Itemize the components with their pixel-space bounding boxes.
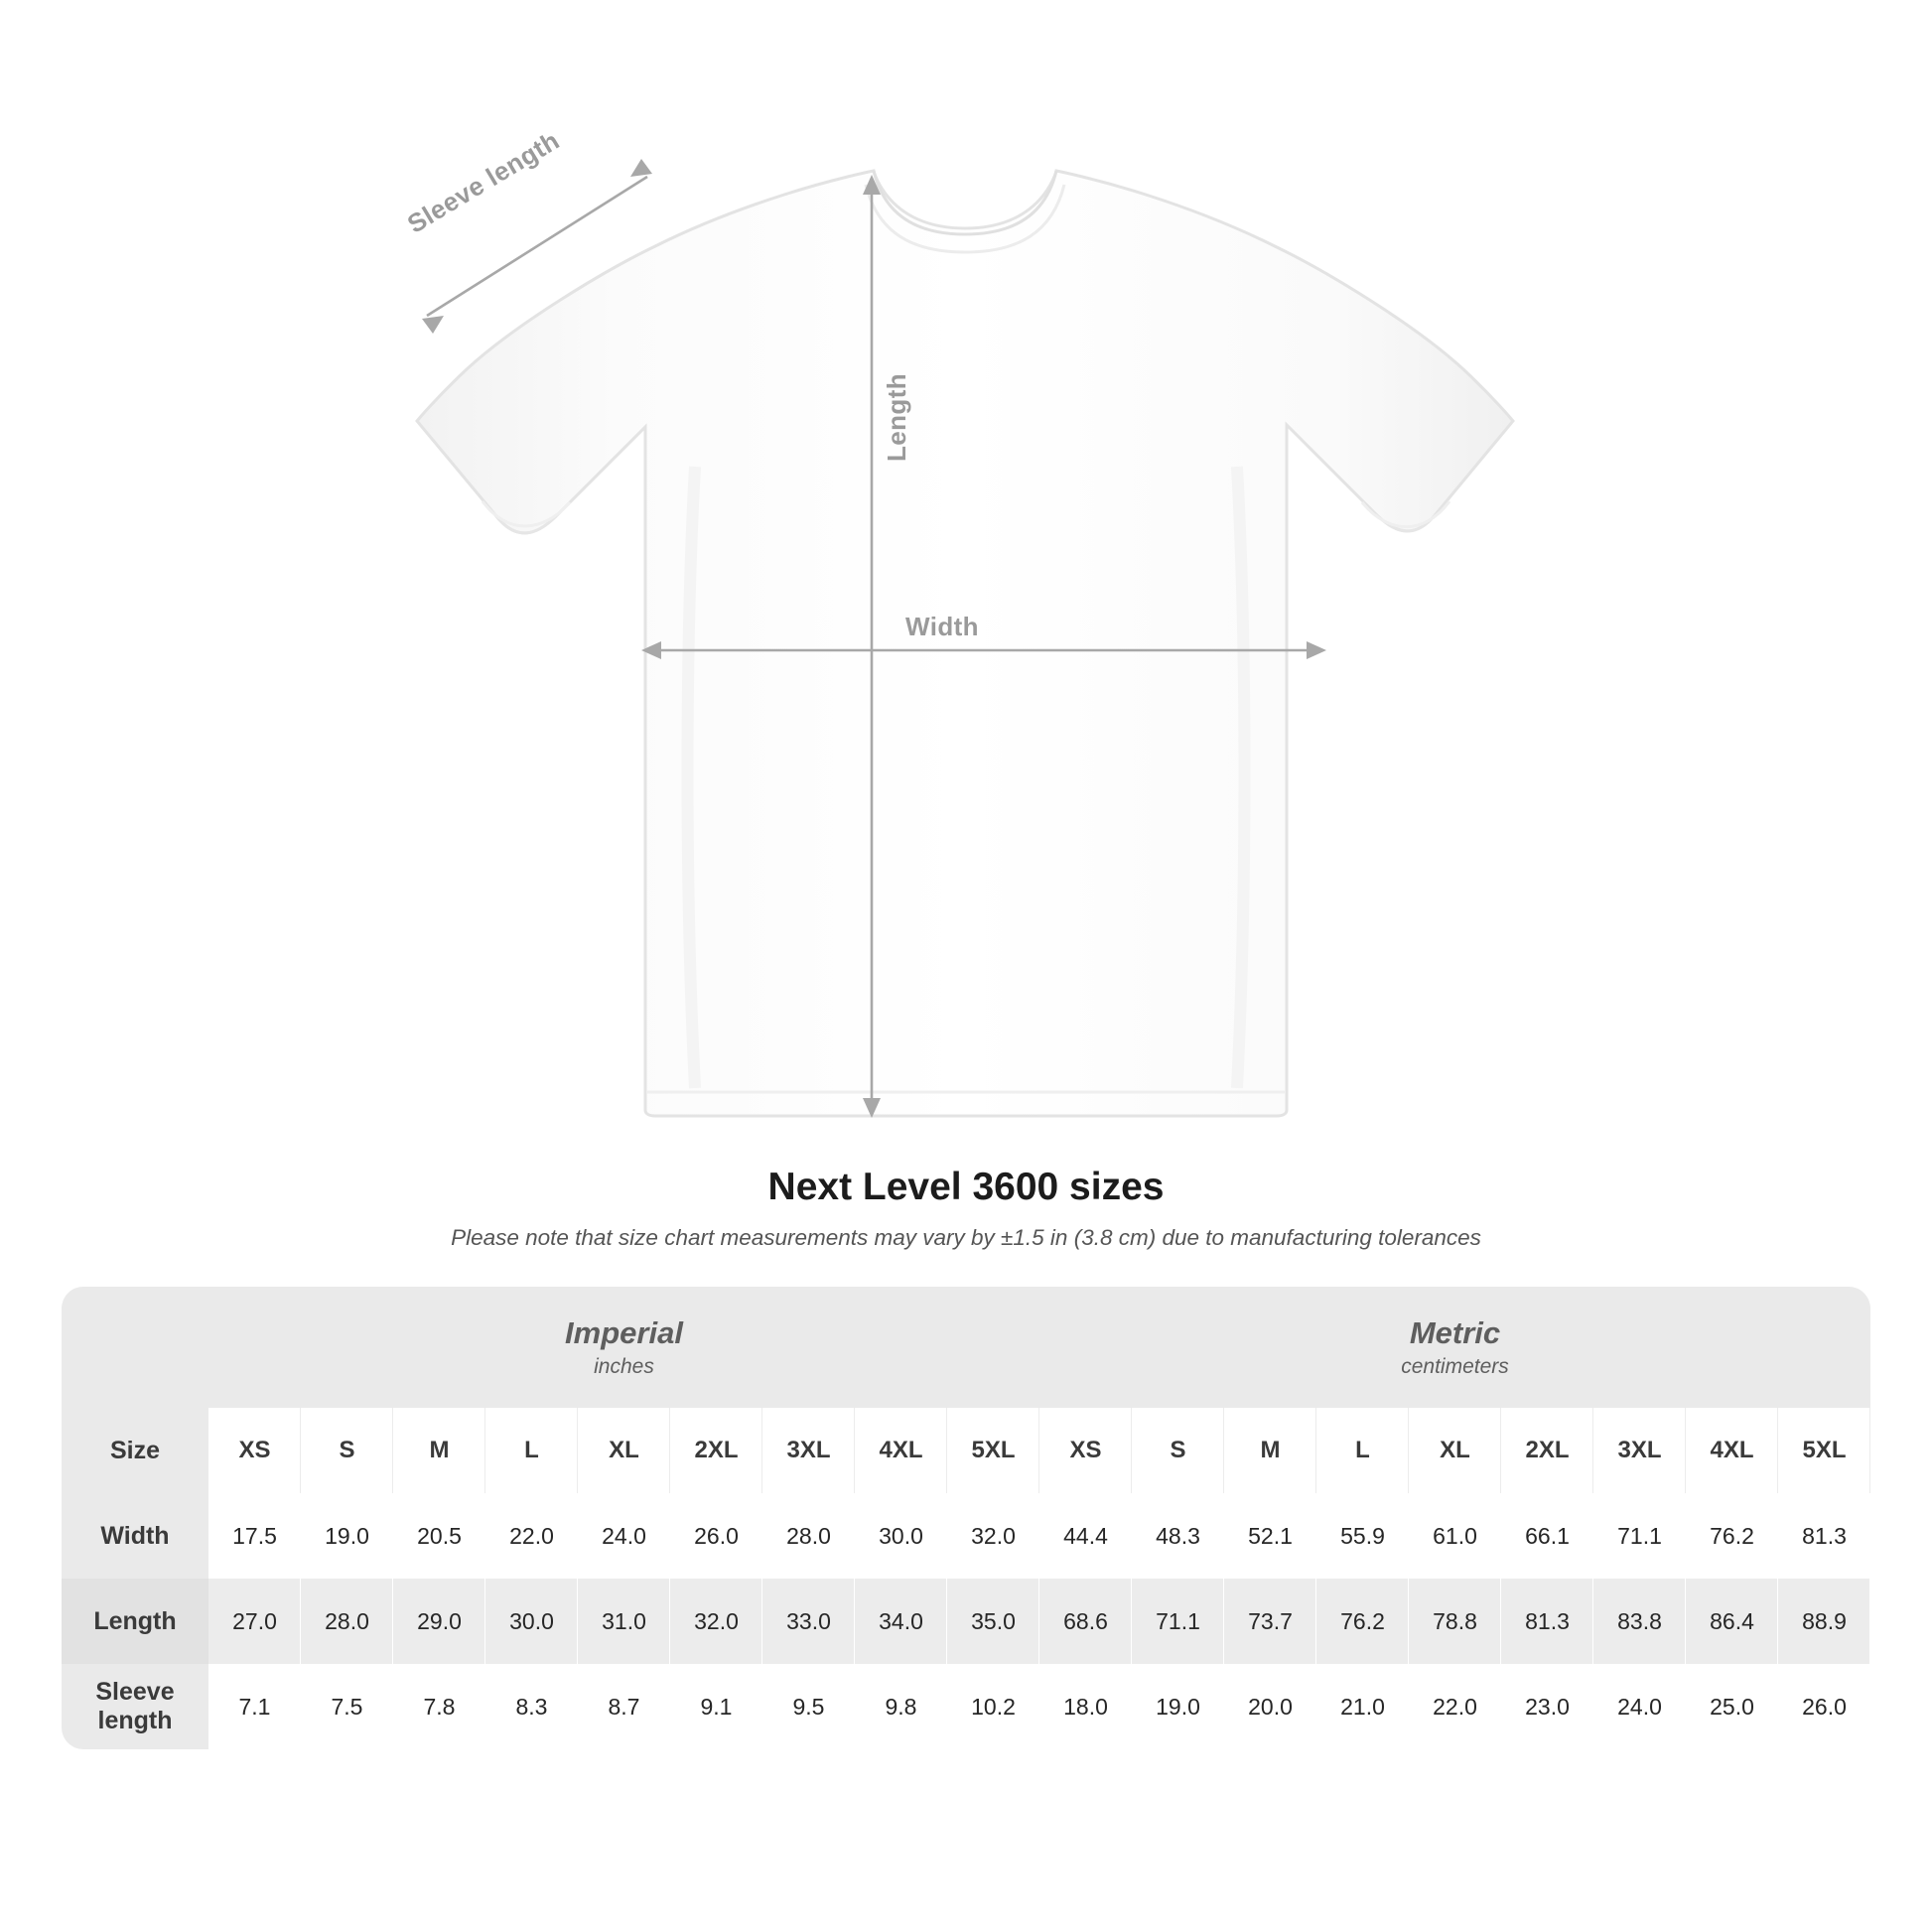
- measurement-cell: 30.0: [855, 1493, 947, 1579]
- page-title: Next Level 3600 sizes: [767, 1166, 1165, 1208]
- measurement-cell: 81.3: [1501, 1579, 1593, 1664]
- measurement-cell: 23.0: [1501, 1664, 1593, 1749]
- table-row: [62, 1579, 1870, 1664]
- measurement-row-label: Width: [62, 1493, 208, 1579]
- measurement-cell: 24.0: [578, 1493, 670, 1579]
- measurement-cell: 18.0: [1039, 1664, 1132, 1749]
- size-header-cell: XS: [1039, 1408, 1132, 1493]
- unit-sublabel: centimeters: [1401, 1355, 1509, 1379]
- measurement-cell: 20.5: [393, 1493, 485, 1579]
- measurement-cell: 76.2: [1316, 1579, 1409, 1664]
- measurement-cell: 30.0: [485, 1579, 578, 1664]
- size-header-cell: XL: [1409, 1408, 1501, 1493]
- measurement-cell: 19.0: [301, 1493, 393, 1579]
- measurement-cell: 32.0: [947, 1493, 1039, 1579]
- measurement-cell: 27.0: [208, 1579, 301, 1664]
- size-header-cell: L: [1316, 1408, 1409, 1493]
- measurement-cell: 44.4: [1039, 1493, 1132, 1579]
- measurement-cell: 32.0: [670, 1579, 762, 1664]
- measurement-cell: 25.0: [1686, 1664, 1778, 1749]
- measurement-cell: 34.0: [855, 1579, 947, 1664]
- size-chart-table-wrapper: [62, 1287, 1870, 1749]
- size-column-header: Size: [62, 1408, 208, 1493]
- measurement-cell: 83.8: [1593, 1579, 1686, 1664]
- size-header-cell: 4XL: [855, 1408, 947, 1493]
- table-corner-cell: [62, 1287, 208, 1408]
- size-header-cell: S: [1132, 1408, 1224, 1493]
- measurement-cell: 78.8: [1409, 1579, 1501, 1664]
- measurement-cell: 9.1: [670, 1664, 762, 1749]
- measurement-cell: 8.3: [485, 1664, 578, 1749]
- measurement-cell: 81.3: [1778, 1493, 1870, 1579]
- size-header-cell: XL: [578, 1408, 670, 1493]
- unit-group-header-metric: [1039, 1287, 1870, 1408]
- measurement-cell: 66.1: [1501, 1493, 1593, 1579]
- measurement-cell: 73.7: [1224, 1579, 1316, 1664]
- measurement-cell: 68.6: [1039, 1579, 1132, 1664]
- measurement-cell: 7.1: [208, 1664, 301, 1749]
- measurement-cell: 61.0: [1409, 1493, 1501, 1579]
- measurement-cell: 7.5: [301, 1664, 393, 1749]
- measurement-cell: 28.0: [301, 1579, 393, 1664]
- measurement-cell: 22.0: [485, 1493, 578, 1579]
- measurement-cell: 55.9: [1316, 1493, 1409, 1579]
- size-header-cell: XS: [208, 1408, 301, 1493]
- measurement-cell: 52.1: [1224, 1493, 1316, 1579]
- measurement-cell: 10.2: [947, 1664, 1039, 1749]
- measurement-row-label: Length: [62, 1579, 208, 1664]
- measurement-cell: 21.0: [1316, 1664, 1409, 1749]
- measurement-cell: 17.5: [208, 1493, 301, 1579]
- length-dimension-label: Length: [882, 372, 911, 462]
- measurement-cell: 19.0: [1132, 1664, 1224, 1749]
- size-header-cell: 3XL: [1593, 1408, 1686, 1493]
- measurement-cell: 8.7: [578, 1664, 670, 1749]
- size-header-cell: M: [393, 1408, 485, 1493]
- unit-name: Metric: [1409, 1315, 1501, 1351]
- measurement-cell: 71.1: [1132, 1579, 1224, 1664]
- table-row: [62, 1493, 1870, 1579]
- measurement-cell: 22.0: [1409, 1664, 1501, 1749]
- table-row: [62, 1664, 1870, 1749]
- size-header-cell: 5XL: [1778, 1408, 1870, 1493]
- size-header-cell: 4XL: [1686, 1408, 1778, 1493]
- measurement-cell: 31.0: [578, 1579, 670, 1664]
- measurement-cell: 48.3: [1132, 1493, 1224, 1579]
- measurement-cell: 26.0: [1778, 1664, 1870, 1749]
- sleeve-length-dimension-label: Sleeve length: [402, 124, 565, 239]
- measurement-cell: 71.1: [1593, 1493, 1686, 1579]
- size-header-cell: 2XL: [670, 1408, 762, 1493]
- measurement-cell: 7.8: [393, 1664, 485, 1749]
- measurement-cell: 9.8: [855, 1664, 947, 1749]
- size-header-cell: 2XL: [1501, 1408, 1593, 1493]
- size-chart-table: [62, 1287, 1870, 1749]
- unit-sublabel: inches: [594, 1355, 654, 1379]
- measurement-cell: 24.0: [1593, 1664, 1686, 1749]
- width-dimension-label: Width: [905, 612, 979, 641]
- measurement-cell: 26.0: [670, 1493, 762, 1579]
- size-header-cell: M: [1224, 1408, 1316, 1493]
- size-header-cell: L: [485, 1408, 578, 1493]
- measurement-cell: 86.4: [1686, 1579, 1778, 1664]
- measurement-cell: 35.0: [947, 1579, 1039, 1664]
- measurement-cell: 9.5: [762, 1664, 855, 1749]
- measurement-cell: 76.2: [1686, 1493, 1778, 1579]
- size-header-cell: 5XL: [947, 1408, 1039, 1493]
- measurement-cell: 88.9: [1778, 1579, 1870, 1664]
- unit-name: Imperial: [565, 1315, 683, 1351]
- measurement-cell: 20.0: [1224, 1664, 1316, 1749]
- unit-group-header-imperial: [208, 1287, 1039, 1408]
- measurement-cell: 33.0: [762, 1579, 855, 1664]
- measurement-row-label: Sleeve length: [62, 1664, 208, 1749]
- measurement-cell: 28.0: [762, 1493, 855, 1579]
- size-header-cell: 3XL: [762, 1408, 855, 1493]
- title-block: [0, 1166, 1932, 1251]
- size-header-cell: S: [301, 1408, 393, 1493]
- tolerance-note: Please note that size chart measurements may vary by ±1.5 in (3.8 cm) due to manufacturing tolerances: [451, 1225, 1481, 1250]
- measurement-cell: 29.0: [393, 1579, 485, 1664]
